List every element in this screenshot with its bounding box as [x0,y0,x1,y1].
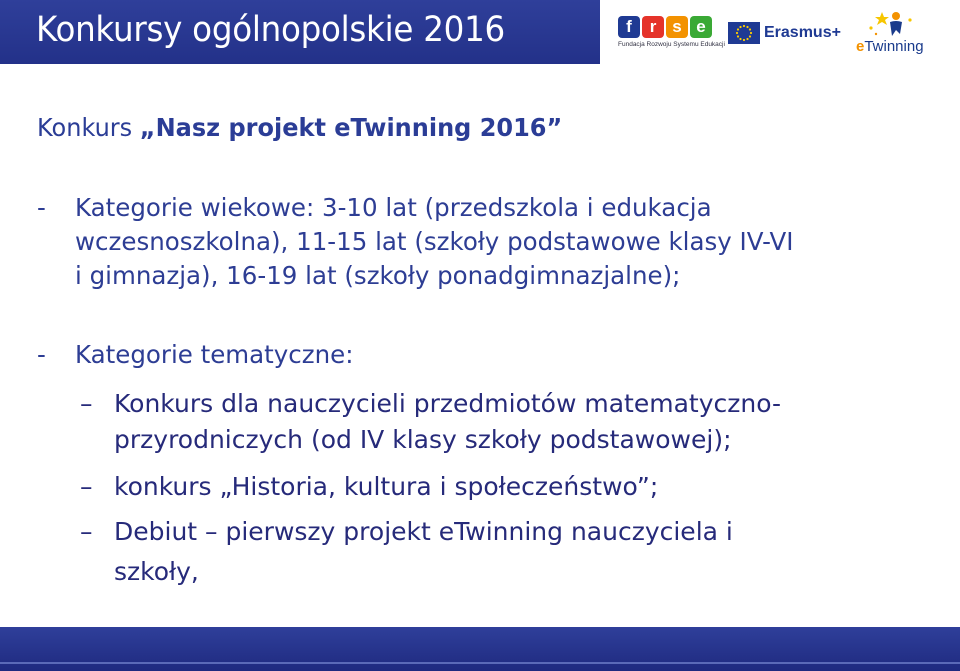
bullet-line: Kategorie tematyczne: [75,340,354,369]
bullet-mark: - [37,340,46,369]
frse-letter-e: e [690,16,712,38]
subtitle-prefix: Konkurs [37,113,140,142]
bullet-line: i gimnazja), 16-19 lat (szkoły ponadgimnazjalne); [75,261,681,290]
frse-caption: Fundacja Rozwoju Systemu Edukacji [618,41,725,48]
sub-bullet-mark: – [80,517,93,546]
sub-bullet-line: szkoły, [114,557,199,586]
frse-logo [618,16,725,54]
sub-bullet-mark: – [80,389,93,418]
etwinning-text: Twinning [864,38,924,55]
frse-letters [618,16,716,38]
sub-bullet-mark: – [80,472,93,501]
sub-bullet-line: przyrodniczych (od IV klasy szkoły podstawowej); [114,425,732,454]
etwinning-star-figure-icon [856,8,934,40]
frse-letter-f: f [618,16,640,38]
erasmus-logo [728,22,841,46]
footer-band [0,627,960,671]
subtitle-contest-name: „Nasz projekt eTwinning 2016” [139,113,563,142]
frse-letter-r: r [642,16,664,38]
sub-bullet-line: Konkurs dla nauczycieli przedmiotów matematyczno- [114,389,781,418]
sub-bullet-line: Debiut – pierwszy projekt eTwinning nauczyciela i [114,517,733,546]
frse-letter-s: s [666,16,688,38]
etwinning-wordmark [856,38,924,55]
footer-divider [0,662,960,664]
bullet-mark: - [37,193,46,222]
bullet-line: Kategorie wiekowe: 3-10 lat (przedszkola i edukacja [75,193,712,222]
eu-flag-icon [728,22,760,44]
bullet-line: wczesnoszkolna), 11-15 lat (szkoły podstawowe klasy IV-VI [75,227,794,256]
erasmus-text: Erasmus+ [764,24,841,41]
etwinning-prefix: e [856,38,865,55]
logo-strip [600,0,960,64]
header-bar [0,0,600,64]
subtitle [37,113,562,142]
sub-bullet-line: konkurs „Historia, kultura i społeczeństwo”; [114,472,659,501]
etwinning-logo [856,8,934,58]
slide-title: Konkursy ogólnopolskie 2016 [36,10,505,50]
